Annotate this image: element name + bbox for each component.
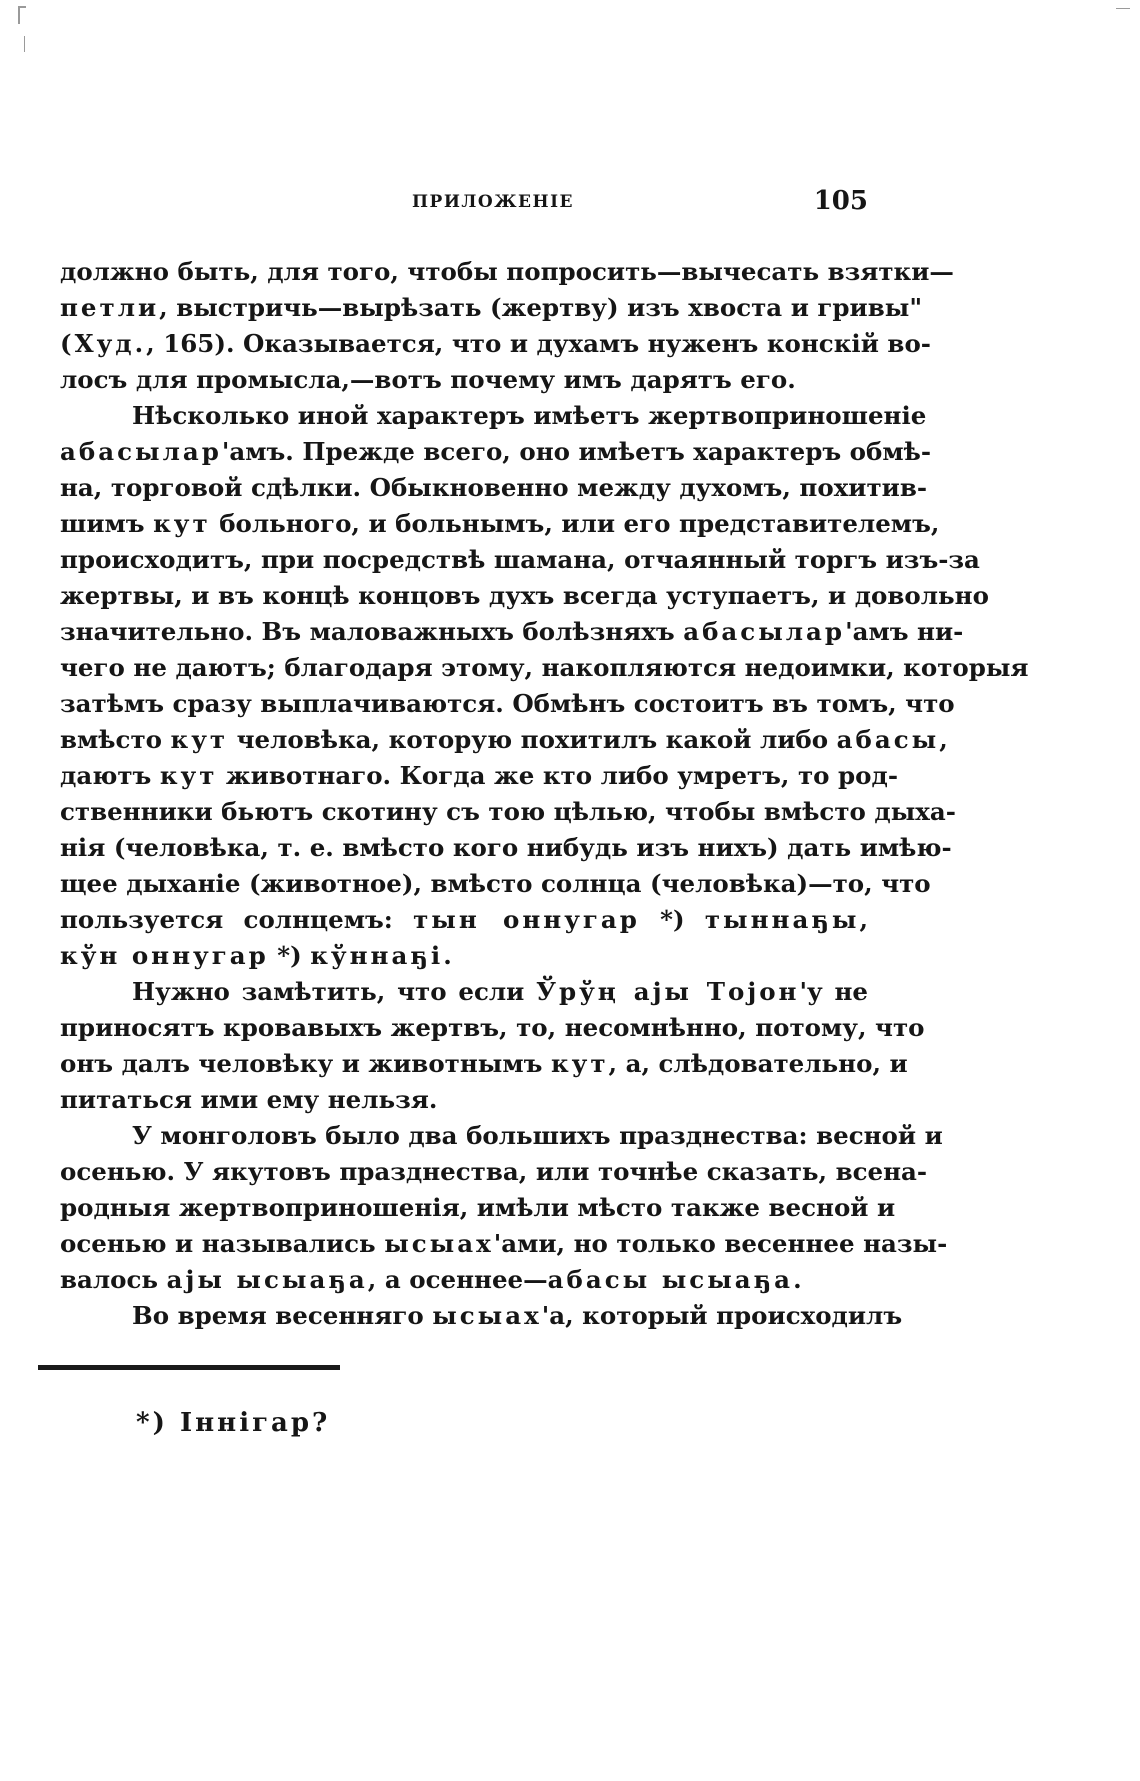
- spaced-term: абасылар: [60, 437, 222, 466]
- text-segment: нія (человѣка, т. е. вмѣсто кого нибудь изъ нихъ) дать имѣю-: [60, 833, 952, 862]
- text-body: [60, 254, 1029, 1334]
- spaced-term: кўннаҕі: [310, 941, 444, 970]
- footnote-rule: [38, 1365, 340, 1370]
- text-line: [60, 398, 927, 434]
- text-line: [60, 542, 980, 578]
- text-segment: щее дыханіе (животное), вмѣсто солнца (человѣка)—то, что: [60, 869, 931, 898]
- text-segment: больного, и больнымъ, или его представителемъ,: [210, 509, 940, 538]
- text-segment: ственники бьютъ скотину съ тою цѣлью, чтобы вмѣсто дыха-: [60, 797, 956, 826]
- text-segment: осенью и назывались: [60, 1229, 385, 1258]
- text-segment: 'а, который происходилъ: [541, 1301, 903, 1330]
- text-line: [60, 1118, 943, 1154]
- scan-edge-mark: [24, 36, 25, 52]
- text-segment: 'ами, но только весеннее назы-: [493, 1229, 948, 1258]
- text-segment: приносятъ кровавыхъ жертвъ, то, несомнѣнно, потому, что: [60, 1013, 925, 1042]
- text-segment: на, торговой сдѣлки. Обыкновенно между духомъ, похитив-: [60, 473, 928, 502]
- text-line: [60, 1262, 868, 1298]
- spaced-term: абасылар: [683, 617, 846, 646]
- spaced-term: кут: [170, 725, 229, 754]
- spaced-term: ысыах: [384, 1229, 494, 1258]
- spaced-term: Ўрўң ајы Тојон: [536, 977, 800, 1006]
- text-segment: 'у не: [799, 977, 868, 1006]
- spaced-term: тын оннугар: [413, 905, 640, 934]
- text-segment: Нужно замѣтить, что если: [132, 977, 537, 1006]
- text-line: [60, 1190, 896, 1226]
- spaced-term: (Худ.: [60, 329, 147, 358]
- spaced-term: ысыах: [432, 1301, 542, 1330]
- text-line: [60, 686, 955, 722]
- text-line: [60, 1226, 948, 1262]
- text-line: [60, 1010, 925, 1046]
- spaced-term: петли: [60, 293, 160, 322]
- spaced-term: абасы ысыаҕа: [547, 1265, 794, 1294]
- text-segment: осенью. У якутовъ празднества, или точнѣе сказать, всена-: [60, 1157, 928, 1186]
- text-line: [60, 254, 954, 290]
- footnote-marker: *): [136, 1408, 168, 1438]
- text-segment: , а, слѣдовательно, и: [608, 1049, 908, 1078]
- text-line: [60, 650, 1029, 686]
- text-segment: Нѣсколько иной характеръ имѣетъ жертвоприношеніе: [132, 401, 927, 430]
- footnote: [136, 1408, 330, 1438]
- text-segment: шимъ: [60, 509, 154, 538]
- spaced-term: кут: [159, 761, 218, 790]
- text-line: [60, 290, 923, 326]
- text-line: [60, 938, 868, 974]
- text-line: [60, 866, 931, 902]
- text-line: [60, 434, 932, 470]
- spaced-term: кут: [550, 1049, 609, 1078]
- text-segment: лосъ для промысла,—вотъ почему имъ дарятъ его.: [60, 365, 796, 394]
- text-segment: 'амъ ни-: [845, 617, 964, 646]
- text-segment: вмѣсто: [60, 725, 171, 754]
- text-line: [60, 830, 952, 866]
- spaced-term: кут: [153, 509, 211, 538]
- text-segment: валось: [60, 1265, 167, 1294]
- text-segment: , 165). Оказывается, что и духамъ нуженъ конскій во-: [146, 329, 931, 358]
- text-segment: животнаго. Когда же кто либо умретъ, то род-: [217, 761, 898, 790]
- text-segment: родныя жертвоприношенія, имѣли мѣсто также весной и: [60, 1193, 896, 1222]
- text-segment: онъ далъ человѣку и животнымъ: [60, 1049, 551, 1078]
- text-segment: , выстричь—вырѣзать (жертву) изъ хвоста и гривы": [159, 293, 923, 322]
- text-segment: 'амъ. Прежде всего, оно имѣетъ характеръ обмѣ-: [221, 437, 932, 466]
- text-segment: жертвы, и въ концѣ концовъ духъ всегда уступаетъ, и довольно: [60, 581, 989, 610]
- text-segment: Во время весенняго: [132, 1301, 433, 1330]
- text-line: [60, 326, 931, 362]
- running-head: [60, 186, 868, 226]
- text-segment: ,: [939, 725, 948, 754]
- text-segment: происходитъ, при посредствѣ шамана, отчаянный торгъ изъ-за: [60, 545, 980, 574]
- text-line: [60, 578, 989, 614]
- text-segment: человѣка, которую похитилъ какой либо: [228, 725, 837, 754]
- text-segment: .: [793, 1265, 802, 1294]
- page-number: 105: [813, 186, 868, 216]
- text-line: [60, 1154, 928, 1190]
- scan-edge-mark: [18, 6, 20, 24]
- text-line: [60, 722, 948, 758]
- text-segment: ,: [859, 905, 868, 934]
- text-segment: даютъ: [60, 761, 160, 790]
- text-line: [60, 506, 940, 542]
- text-segment: питаться ими ему нельзя.: [60, 1085, 438, 1114]
- text-segment: значительно. Въ маловажныхъ болѣзняхъ: [60, 617, 684, 646]
- spaced-term: тыннаҕы: [704, 905, 860, 934]
- text-segment: У монголовъ было два большихъ празднества: весной и: [132, 1121, 943, 1150]
- spaced-term: ајы ысыаҕа: [166, 1265, 368, 1294]
- text-segment: чего не даютъ; благодаря этому, накопляются недоимки, которыя: [60, 653, 1029, 682]
- text-segment: .: [443, 941, 452, 970]
- text-segment: *): [268, 941, 311, 970]
- text-line: [60, 362, 868, 398]
- text-segment: должно быть, для того, чтобы попросить—вычесать взятки—: [60, 257, 954, 286]
- text-line: [60, 758, 898, 794]
- text-line: [60, 1298, 903, 1334]
- running-title: ПРИЛОЖЕНІЕ: [412, 192, 574, 212]
- text-line: [60, 794, 956, 830]
- text-line: [60, 1046, 908, 1082]
- text-line: [60, 470, 928, 506]
- footnote-text: Іннігар?: [179, 1408, 331, 1438]
- text-line: [60, 614, 964, 650]
- spaced-term: кўн оннугар: [60, 941, 269, 970]
- text-segment: , а осеннее—: [367, 1265, 548, 1294]
- text-segment: *): [639, 905, 705, 934]
- scan-edge-mark: [1116, 8, 1130, 9]
- text-line: [60, 902, 868, 938]
- text-segment: пользуется солнцемъ:: [60, 905, 414, 934]
- spaced-term: абасы: [836, 725, 940, 754]
- text-segment: затѣмъ сразу выплачиваются. Обмѣнъ состоитъ въ томъ, что: [60, 689, 955, 718]
- text-line: [60, 1082, 868, 1118]
- text-line: [60, 974, 868, 1010]
